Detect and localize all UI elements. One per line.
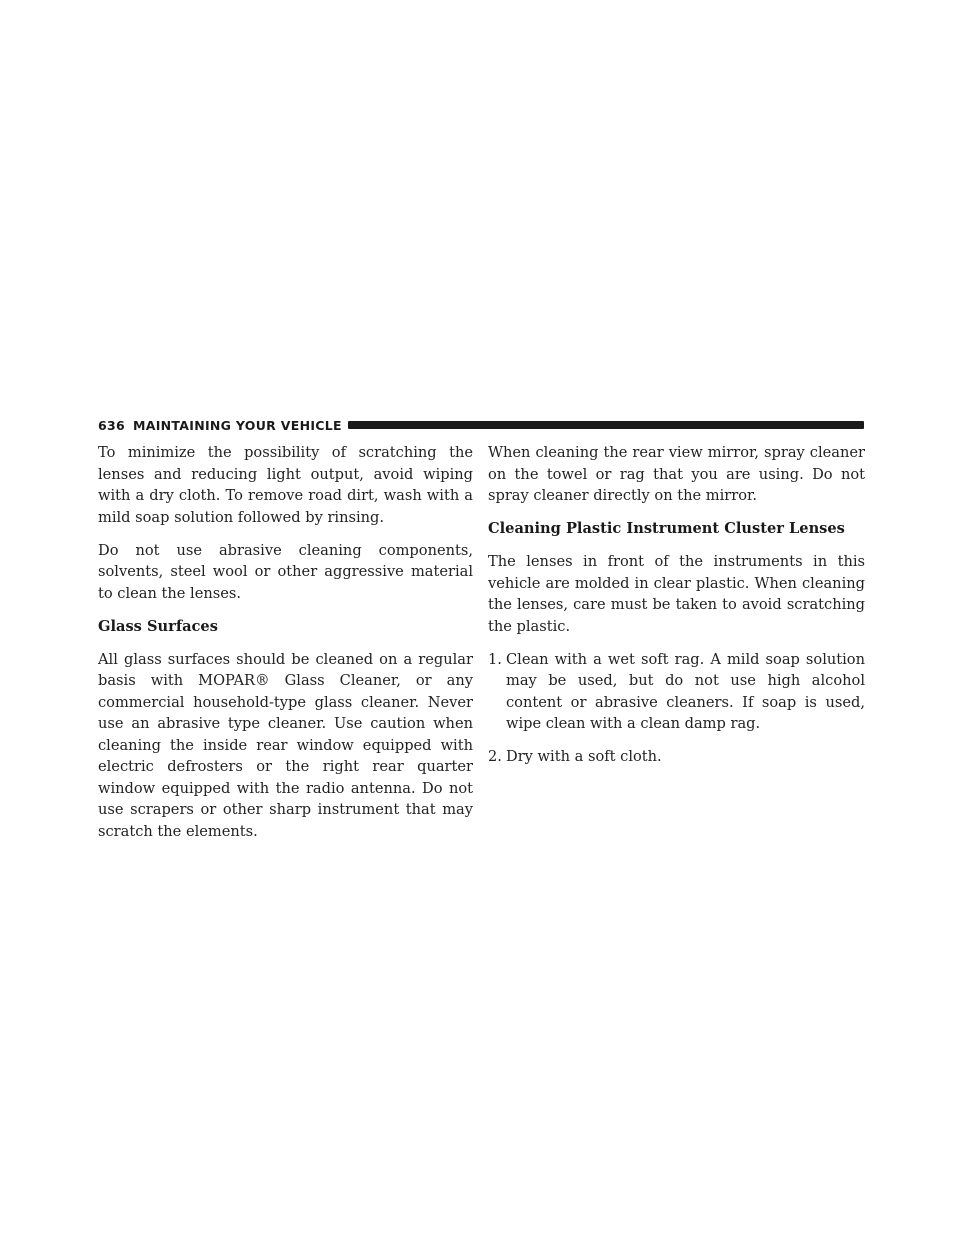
- section-title: MAINTAINING YOUR VEHICLE: [133, 417, 342, 433]
- lens-scratch-paragraph: To minimize the possibility of scratching the lenses and reducing light output, avoid wiping with a dry cloth. To remove road dirt, wash with a mild soap solution followed by rinsing.: [98, 444, 473, 526]
- page-number: 636: [98, 417, 125, 433]
- step-number: 2.: [488, 748, 502, 765]
- cluster-lenses-paragraph: The lenses in front of the instruments in this vehicle are molded in clear plastic. When cleaning the lenses, care must be taken to avoid scratching the plastic.: [488, 553, 865, 635]
- glass-surfaces-heading: Glass Surfaces: [98, 617, 218, 635]
- cleaning-steps-list: [488, 649, 865, 768]
- cluster-lenses-heading: Cleaning Plastic Instrument Cluster Lenses: [488, 520, 845, 537]
- list-item: [488, 746, 865, 768]
- left-column: [98, 442, 473, 854]
- right-column: [488, 442, 865, 779]
- mirror-cleaning-paragraph: When cleaning the rear view mirror, spray cleaner on the towel or rag that you are using. Do not spray cleaner directly on the mirror.: [488, 444, 865, 504]
- step-text: Clean with a wet soft rag. A mild soap solution may be used, but do not use high alcohol content or abrasive cleaners. If soap is used, wipe clean with a clean damp rag.: [506, 650, 865, 732]
- step-text: Dry with a soft cloth.: [506, 748, 662, 765]
- step-number: 1.: [488, 650, 502, 668]
- header-rule: [348, 421, 864, 429]
- glass-surfaces-paragraph: All glass surfaces should be cleaned on a regular basis with MOPAR® Glass Cleaner, or any commercial household-type glass cleaner. Never use an abrasive type cleaner. Use caution when cleaning the inside rear window equipped with electric defrosters or the right rear quarter window equipped with the radio antenna. Do not use scrapers or other sharp instrument that may scratch the elements.: [98, 650, 473, 840]
- abrasive-warning-paragraph: Do not use abrasive cleaning components, solvents, steel wool or other aggressive material to clean the lenses.: [98, 541, 473, 602]
- page-header: [98, 416, 864, 434]
- list-item: [488, 649, 865, 735]
